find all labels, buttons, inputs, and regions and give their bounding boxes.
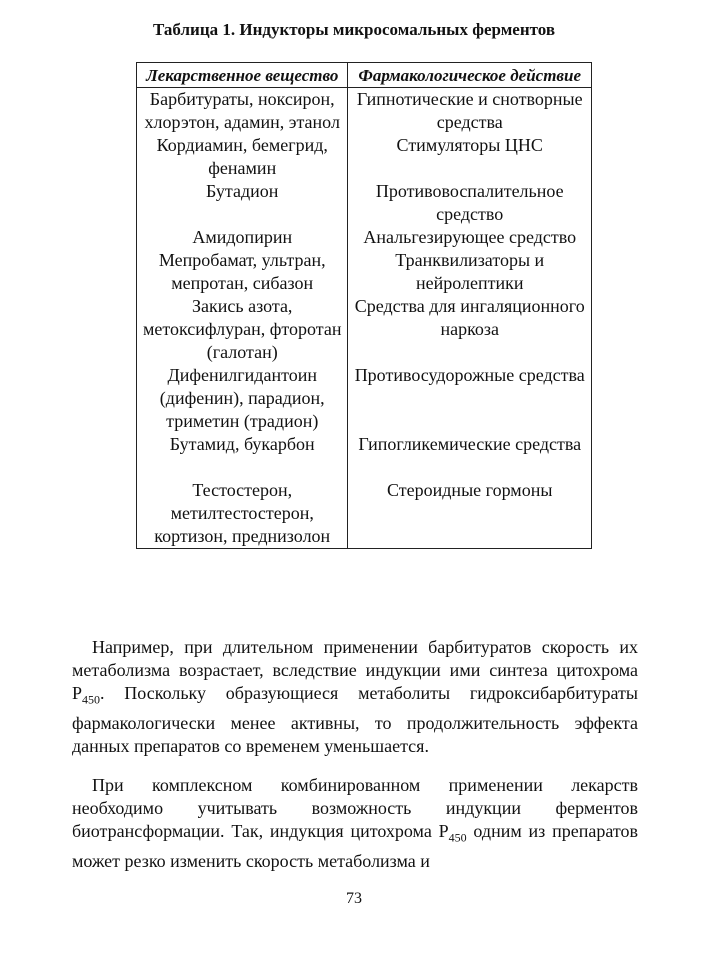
body-paragraph-2 <box>72 774 638 873</box>
substance-cell: Тестостерон, метилтестостерон, кортизон, преднизолон <box>137 479 348 549</box>
action-cell: Гипогликемические средства <box>348 433 592 479</box>
action-cell: Средства для ингаляционного наркоза <box>348 295 592 364</box>
body-paragraph-1 <box>72 636 638 758</box>
table-row <box>137 249 592 295</box>
page-number: 73 <box>346 890 362 907</box>
action-cell: Анальгезирующее средство <box>348 226 592 249</box>
inducers-table <box>136 62 592 549</box>
substance-cell: Мепробамат, ультран, мепротан, сибазон <box>137 249 348 295</box>
table-row <box>137 226 592 249</box>
substance-cell: Барбитураты, ноксирон, хлорэтон, адамин, этанол <box>137 88 348 135</box>
action-cell: Транквилизаторы и нейролептики <box>348 249 592 295</box>
table-title: Таблица 1. Индукторы микросомальных ферментов <box>153 20 555 39</box>
table-row <box>137 364 592 433</box>
action-cell: Противосудорожные средства <box>348 364 592 433</box>
action-cell: Стероидные гормоны <box>348 479 592 549</box>
substance-cell: Закись азота, метоксифлуран, фторотан (галотан) <box>137 295 348 364</box>
substance-cell: Дифенилгидантоин (дифенин), парадион, триметин (традион) <box>137 364 348 433</box>
column-header-action: Фармакологическое действие <box>348 63 592 88</box>
table-row <box>137 295 592 364</box>
table-row <box>137 433 592 479</box>
action-cell-text: Стимуляторы ЦНС <box>396 135 543 155</box>
subscript-450: 450 <box>82 692 101 707</box>
table-row <box>137 134 592 180</box>
table-row <box>137 180 592 226</box>
action-cell <box>348 134 592 180</box>
paragraph-text: При комплексном комбинированном применении лекарств необходимо учитывать возможность индукции ферментов биотрансформации. Так, индукция цитохрома Р <box>72 775 638 841</box>
substance-cell: Бутадион <box>137 180 348 226</box>
paragraph-text: Например, при длительном применении барбитуратов скорость их метаболизма возрастает, вследствие индукции ими синтеза цитохрома Р <box>72 637 638 703</box>
action-cell: Гипнотические и снотворные средства <box>348 88 592 135</box>
subscript-450: 450 <box>448 830 467 845</box>
table-header-row <box>137 63 592 88</box>
substance-cell: Бутамид, букарбон <box>137 433 348 479</box>
substance-cell: Кордиамин, бемегрид, фенамин <box>137 134 348 180</box>
table-row <box>137 88 592 135</box>
paragraph-text: одним из препаратов может резко изменить скорость метаболизма и <box>72 821 638 871</box>
substance-cell: Амидопирин <box>137 226 348 249</box>
paragraph-text: . Поскольку образующиеся метаболиты гидроксибарбитураты фармакологически менее активны, то продолжительность эффекта данных препаратов со временем уменьшается. <box>72 683 638 756</box>
table-row <box>137 479 592 549</box>
action-cell: Противовоспалительное средство <box>348 180 592 226</box>
column-header-substance: Лекарственное вещество <box>137 63 348 88</box>
